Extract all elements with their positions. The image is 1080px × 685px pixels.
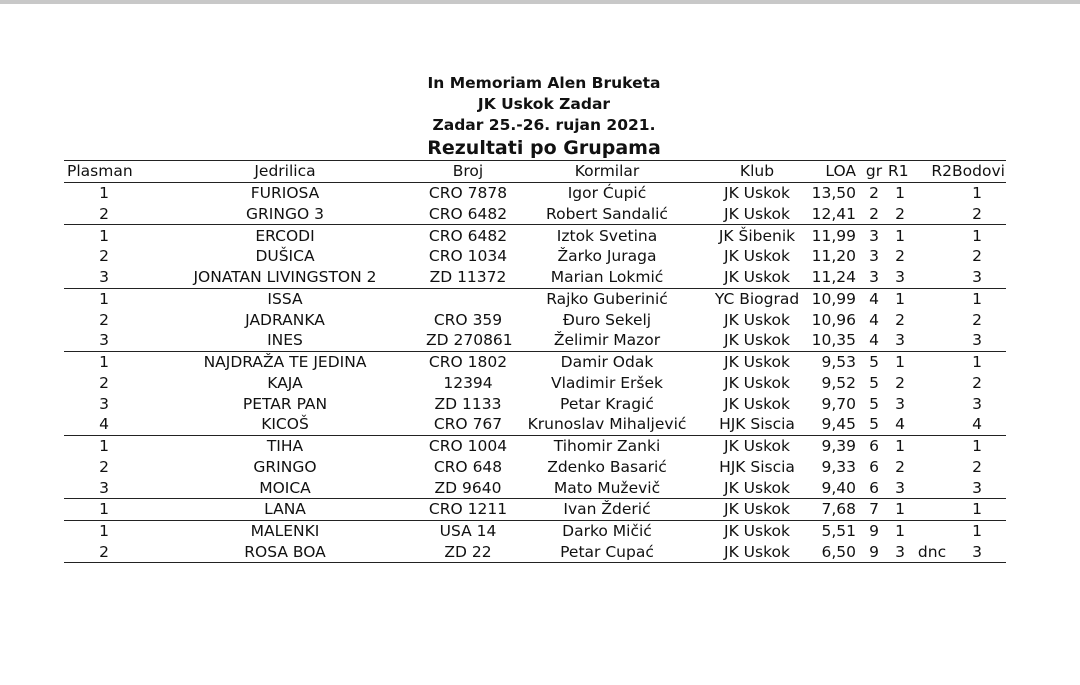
cell-broj: CRO 1034 bbox=[428, 247, 508, 266]
col-kormilar: Kormilar bbox=[510, 161, 704, 183]
cell-bodovi: 4 bbox=[972, 415, 982, 434]
page-title: Rezultati po Grupama bbox=[427, 137, 661, 159]
cell-kormilar: Robert Sandalić bbox=[546, 204, 668, 223]
cell-klub: JK Uskok bbox=[724, 394, 790, 413]
cell-gr: 6 bbox=[860, 435, 888, 456]
cell-kormilar: Tihomir Zanki bbox=[510, 435, 704, 456]
cell-broj: ZD 270861 bbox=[426, 331, 513, 350]
cell-plasman: 2 bbox=[99, 310, 109, 329]
cell-klub: JK Uskok bbox=[724, 373, 790, 392]
cell-loa: 9,52 bbox=[821, 373, 856, 392]
cell-bodovi: 1 bbox=[952, 288, 1006, 309]
cell-plasman: 1 bbox=[64, 499, 144, 521]
cell-klub: JK Uskok bbox=[724, 268, 790, 287]
cell-r2 bbox=[912, 520, 952, 541]
cell-jedrilica: MOICA bbox=[259, 478, 311, 497]
cell-loa: 5,51 bbox=[810, 520, 860, 541]
cell-jedrilica: LANA bbox=[144, 499, 426, 521]
cell-bodovi: 3 bbox=[972, 394, 982, 413]
table-row bbox=[64, 267, 1006, 288]
cell-jedrilica: ROSA BOA bbox=[144, 542, 426, 563]
cell-r1: 1 bbox=[888, 182, 912, 203]
cell-gr: 9 bbox=[860, 520, 888, 541]
table-header bbox=[64, 161, 1006, 183]
cell-bodovi: 2 bbox=[972, 457, 982, 476]
table-row bbox=[64, 457, 1006, 478]
cell-gr: 5 bbox=[869, 415, 879, 434]
cell-loa: 10,35 bbox=[811, 331, 856, 350]
cell-jedrilica: JONATAN LIVINGSTON 2 bbox=[193, 268, 377, 287]
col-bodovi: Bodovi bbox=[952, 162, 1005, 181]
col-plasman: Plasman bbox=[64, 161, 144, 183]
cell-r2 bbox=[912, 351, 952, 372]
cell-broj: CRO 6482 bbox=[426, 225, 510, 246]
cell-plasman: 1 bbox=[64, 182, 144, 203]
cell-jedrilica: DUŠICA bbox=[255, 247, 315, 266]
cell-klub: JK Uskok bbox=[704, 542, 810, 563]
cell-loa: 11,99 bbox=[810, 225, 860, 246]
col-r1: R1 bbox=[888, 161, 912, 183]
cell-broj bbox=[426, 288, 510, 309]
table-row bbox=[64, 499, 1006, 521]
cell-plasman: 1 bbox=[64, 288, 144, 309]
table-body bbox=[64, 182, 1006, 563]
cell-loa: 12,41 bbox=[811, 204, 856, 223]
cell-bodovi: 1 bbox=[952, 520, 1006, 541]
event-date: Zadar 25.-26. rujan 2021. bbox=[432, 116, 656, 134]
cell-klub: JK Uskok bbox=[704, 351, 810, 372]
cell-gr: 2 bbox=[860, 182, 888, 203]
cell-loa: 9,39 bbox=[810, 435, 860, 456]
cell-bodovi: 1 bbox=[952, 182, 1006, 203]
cell-r2 bbox=[912, 309, 952, 330]
cell-klub: HJK Siscia bbox=[719, 457, 795, 476]
table-row bbox=[64, 435, 1006, 456]
cell-loa: 6,50 bbox=[810, 542, 860, 563]
cell-loa: 7,68 bbox=[810, 499, 860, 521]
table-row bbox=[64, 309, 1006, 330]
cell-gr: 5 bbox=[869, 394, 879, 413]
col-gr: gr bbox=[860, 161, 888, 183]
cell-bodovi: 1 bbox=[952, 435, 1006, 456]
cell-plasman: 1 bbox=[64, 351, 144, 372]
cell-gr: 3 bbox=[869, 268, 879, 287]
table-row bbox=[64, 288, 1006, 309]
cell-bodovi: 2 bbox=[972, 247, 982, 266]
cell-r1: 3 bbox=[895, 478, 905, 497]
cell-broj: CRO 7878 bbox=[426, 182, 510, 203]
cell-loa: 9,33 bbox=[821, 457, 856, 476]
cell-klub: JK Uskok bbox=[704, 435, 810, 456]
cell-bodovi: 3 bbox=[972, 331, 982, 350]
cell-jedrilica: MALENKI bbox=[144, 520, 426, 541]
cell-broj: ZD 11372 bbox=[429, 268, 507, 287]
cell-jedrilica: ERCODI bbox=[144, 225, 426, 246]
cell-bodovi: 2 bbox=[972, 373, 982, 392]
cell-plasman: 2 bbox=[99, 373, 109, 392]
cell-r1: 1 bbox=[888, 499, 912, 521]
cell-bodovi: 2 bbox=[972, 204, 982, 223]
cell-gr: 4 bbox=[869, 310, 879, 329]
cell-loa: 9,40 bbox=[821, 478, 856, 497]
cell-plasman: 4 bbox=[99, 415, 109, 434]
organizer: JK Uskok Zadar bbox=[477, 95, 611, 113]
cell-bodovi: 3 bbox=[972, 478, 982, 497]
cell-r2 bbox=[912, 477, 952, 498]
cell-r1: 3 bbox=[895, 394, 905, 413]
cell-r2 bbox=[912, 393, 952, 414]
table-row bbox=[64, 393, 1006, 414]
col-r2: R2 bbox=[912, 161, 952, 183]
cell-r2 bbox=[912, 330, 952, 351]
cell-broj: ZD 22 bbox=[426, 542, 510, 563]
cell-r1: 2 bbox=[895, 204, 905, 223]
cell-kormilar: Igor Ćupić bbox=[510, 182, 704, 203]
cell-r1: 2 bbox=[895, 457, 905, 476]
cell-jedrilica: INES bbox=[267, 331, 303, 350]
cell-bodovi: 2 bbox=[972, 310, 982, 329]
cell-gr: 9 bbox=[860, 542, 888, 563]
cell-broj: CRO 359 bbox=[433, 310, 503, 329]
cell-jedrilica: GRINGO 3 bbox=[246, 204, 324, 223]
cell-klub: JK Uskok bbox=[704, 182, 810, 203]
cell-r2 bbox=[912, 373, 952, 394]
cell-loa: 9,45 bbox=[821, 415, 856, 434]
cell-plasman: 3 bbox=[99, 268, 109, 287]
cell-klub: YC Biograd bbox=[704, 288, 810, 309]
cell-kormilar: Zdenko Basarić bbox=[547, 457, 667, 476]
cell-klub: JK Uskok bbox=[704, 520, 810, 541]
cell-loa: 11,20 bbox=[811, 247, 856, 266]
cell-kormilar: Mato Muževič bbox=[553, 478, 661, 497]
cell-klub: JK Šibenik bbox=[704, 225, 810, 246]
cell-broj: CRO 648 bbox=[433, 457, 503, 476]
col-loa: LOA bbox=[810, 161, 860, 183]
col-broj: Broj bbox=[426, 161, 510, 183]
cell-gr: 5 bbox=[860, 351, 888, 372]
cell-r2 bbox=[912, 288, 952, 309]
cell-kormilar: Rajko Guberinić bbox=[510, 288, 704, 309]
cell-r1: 1 bbox=[888, 225, 912, 246]
cell-gr: 6 bbox=[869, 478, 879, 497]
cell-kormilar: Krunoslav Mihaljević bbox=[527, 415, 687, 434]
cell-gr: 5 bbox=[869, 373, 879, 392]
table-row bbox=[64, 330, 1006, 351]
cell-r2 bbox=[912, 267, 952, 288]
cell-broj: CRO 1802 bbox=[426, 351, 510, 372]
cell-gr: 6 bbox=[869, 457, 879, 476]
top-border bbox=[0, 0, 1080, 4]
cell-broj: CRO 1211 bbox=[426, 499, 510, 521]
cell-broj: 12394 bbox=[443, 373, 493, 392]
cell-broj: ZD 9640 bbox=[434, 478, 502, 497]
cell-bodovi: 3 bbox=[972, 268, 982, 287]
cell-r1: 3 bbox=[888, 542, 912, 563]
table-row bbox=[64, 477, 1006, 498]
header-row bbox=[64, 161, 1006, 183]
cell-r2 bbox=[912, 246, 952, 267]
cell-jedrilica: FURIOSA bbox=[144, 182, 426, 203]
cell-plasman: 2 bbox=[64, 542, 144, 563]
cell-gr: 4 bbox=[860, 288, 888, 309]
cell-kormilar: Petar Kragić bbox=[560, 394, 654, 413]
cell-loa: 10,96 bbox=[811, 310, 856, 329]
cell-jedrilica: PETAR PAN bbox=[242, 394, 328, 413]
table-row bbox=[64, 542, 1006, 563]
cell-bodovi: 3 bbox=[952, 542, 1006, 563]
cell-kormilar: Žarko Juraga bbox=[557, 247, 657, 266]
cell-loa: 9,53 bbox=[810, 351, 860, 372]
cell-klub: JK Uskok bbox=[724, 478, 790, 497]
cell-plasman: 1 bbox=[64, 225, 144, 246]
cell-klub: JK Uskok bbox=[724, 247, 790, 266]
table-row bbox=[64, 351, 1006, 372]
cell-kormilar: Petar Cupać bbox=[510, 542, 704, 563]
cell-r1: 1 bbox=[888, 435, 912, 456]
cell-r1: 1 bbox=[888, 288, 912, 309]
cell-broj: USA 14 bbox=[426, 520, 510, 541]
cell-kormilar: Marian Lokmić bbox=[550, 268, 664, 287]
cell-klub: HJK Siscia bbox=[719, 415, 795, 434]
table-row bbox=[64, 414, 1006, 435]
cell-broj: CRO 6482 bbox=[428, 204, 508, 223]
cell-r1: 3 bbox=[895, 331, 905, 350]
cell-gr: 2 bbox=[869, 204, 879, 223]
cell-r2 bbox=[912, 225, 952, 246]
table-row bbox=[64, 520, 1006, 541]
cell-loa: 13,50 bbox=[810, 182, 860, 203]
results-table bbox=[64, 160, 1006, 563]
table-row bbox=[64, 225, 1006, 246]
cell-klub: JK Uskok bbox=[724, 204, 790, 223]
cell-kormilar: Darko Mičić bbox=[510, 520, 704, 541]
table-row bbox=[64, 373, 1006, 394]
cell-plasman: 3 bbox=[99, 331, 109, 350]
cell-klub: JK Uskok bbox=[724, 310, 790, 329]
cell-broj: ZD 1133 bbox=[434, 394, 502, 413]
cell-plasman: 2 bbox=[99, 247, 109, 266]
cell-gr: 3 bbox=[860, 225, 888, 246]
cell-kormilar: Ivan Žderić bbox=[510, 499, 704, 521]
cell-jedrilica: JADRANKA bbox=[245, 310, 325, 329]
cell-jedrilica: KAJA bbox=[267, 373, 303, 392]
cell-broj: CRO 1004 bbox=[426, 435, 510, 456]
cell-r1: 2 bbox=[895, 373, 905, 392]
cell-kormilar: Iztok Svetina bbox=[510, 225, 704, 246]
cell-r2 bbox=[912, 499, 952, 521]
cell-gr: 7 bbox=[860, 499, 888, 521]
table-row bbox=[64, 182, 1006, 203]
cell-kormilar: Želimir Mazor bbox=[553, 331, 661, 350]
cell-r2 bbox=[912, 414, 952, 435]
col-jedrilica: Jedrilica bbox=[144, 161, 426, 183]
cell-jedrilica: KICOŠ bbox=[261, 415, 309, 434]
cell-jedrilica: TIHA bbox=[144, 435, 426, 456]
cell-plasman: 1 bbox=[64, 520, 144, 541]
cell-loa: 9,70 bbox=[821, 394, 856, 413]
cell-r1: 2 bbox=[895, 247, 905, 266]
table-row bbox=[64, 246, 1006, 267]
cell-plasman: 1 bbox=[64, 435, 144, 456]
cell-gr: 3 bbox=[869, 247, 879, 266]
cell-bodovi: 1 bbox=[952, 351, 1006, 372]
cell-r2 bbox=[912, 182, 952, 203]
cell-plasman: 3 bbox=[99, 478, 109, 497]
cell-r2 bbox=[912, 457, 952, 478]
cell-r2 bbox=[912, 204, 952, 225]
cell-bodovi: 1 bbox=[952, 225, 1006, 246]
cell-plasman: 2 bbox=[99, 204, 109, 223]
cell-r2: dnc bbox=[912, 542, 952, 563]
cell-jedrilica: NAJDRAŽA TE JEDINA bbox=[144, 351, 426, 372]
cell-bodovi: 1 bbox=[952, 499, 1006, 521]
cell-plasman: 3 bbox=[99, 394, 109, 413]
cell-kormilar: Damir Odak bbox=[510, 351, 704, 372]
cell-r1: 1 bbox=[888, 520, 912, 541]
table-row bbox=[64, 204, 1006, 225]
cell-kormilar: Vladimir Eršek bbox=[550, 373, 663, 392]
cell-loa: 10,99 bbox=[810, 288, 860, 309]
cell-jedrilica: ISSA bbox=[144, 288, 426, 309]
cell-loa: 11,24 bbox=[811, 268, 856, 287]
event-name: In Memoriam Alen Bruketa bbox=[427, 74, 661, 92]
col-klub: Klub bbox=[704, 161, 810, 183]
cell-r2 bbox=[912, 435, 952, 456]
cell-klub: JK Uskok bbox=[724, 331, 790, 350]
cell-jedrilica: GRINGO bbox=[253, 457, 317, 476]
cell-r1: 4 bbox=[895, 415, 905, 434]
cell-kormilar: Đuro Sekelj bbox=[562, 310, 652, 329]
cell-plasman: 2 bbox=[99, 457, 109, 476]
cell-klub: JK Uskok bbox=[704, 499, 810, 521]
cell-broj: CRO 767 bbox=[433, 415, 503, 434]
cell-r1: 2 bbox=[895, 310, 905, 329]
cell-r1: 1 bbox=[888, 351, 912, 372]
document-header bbox=[0, 73, 1080, 160]
cell-gr: 4 bbox=[869, 331, 879, 350]
cell-r1: 3 bbox=[895, 268, 905, 287]
